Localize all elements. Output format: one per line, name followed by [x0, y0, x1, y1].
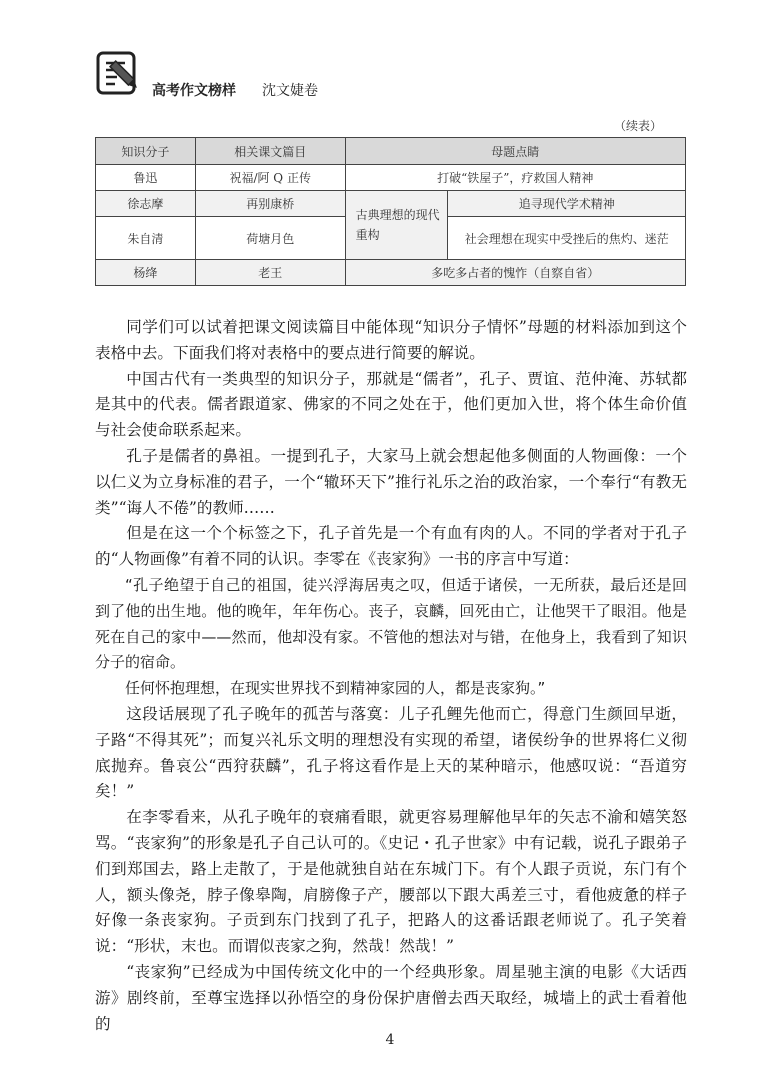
cell-texts: 祝福/阿 Q 正传 [195, 165, 345, 191]
article-body [95, 315, 687, 1037]
cell-person: 徐志摩 [96, 191, 196, 217]
table-row [96, 191, 686, 217]
paragraph: 孔子是儒者的鼻祖。一提到孔子，大家马上就会想起他多侧面的人物画像：一个以仁义为立身标准的君子，一个“辙环天下”推行礼乐之治的政治家，一个奉行“有教无类”“诲人不倦”的教师…… [95, 446, 687, 517]
table-row [96, 165, 686, 191]
cell-person: 鲁迅 [96, 165, 196, 191]
table-header-row [96, 138, 686, 165]
header-texts: 相关课文篇目 [195, 138, 345, 165]
group-label-line2: 重构 [355, 228, 380, 242]
cell-texts: 再别康桥 [195, 191, 345, 217]
paragraph: 中国古代有一类典型的知识分子，那就是“儒者”，孔子、贾谊、范仲淹、苏轼都是其中的代表。儒者跟道家、佛家的不同之处在于，他们更加入世，将个体生命价值与社会使命联系起来。 [95, 369, 687, 440]
paragraph: 但是在这一个个标签之下，孔子首先是一个有血有肉的人。不同的学者对于孔子的“人物画像”有着不同的认识。李零在《丧家狗》一书的序言中写道： [95, 524, 687, 569]
cell-theme-group [345, 191, 448, 260]
book-title: 高考作文榜样 [152, 83, 236, 99]
paragraph: 在李零看来，从孔子晚年的衰痛看眼，就更容易理解他早年的矢志不渝和嬉笑怒骂。“丧家狗”的形象是孔子自己认可的。《史记・孔子世家》中有记载，说孔子跟弟子们到郑国去，路上走散了，于是他就独自站在东城门下。有个人跟子贡说，东门有个人，额头像尧，脖子像皋陶，肩膀像子产，腰部以下跟大禹差三寸，看他疲惫的样子好像一条丧家狗。子贡到东门找到了孔子，把路人的这番话跟老师说了。孔子笑着说：“形状，末也。而谓似丧家之狗，然哉！然哉！” [95, 808, 687, 956]
header-theme: 母题点睛 [345, 138, 685, 165]
table-continued-note: （续表） [613, 119, 662, 133]
header-person: 知识分子 [96, 138, 196, 165]
quote-paragraph: 任何怀抱理想，在现实世界找不到精神家园的人，都是丧家狗。” [125, 679, 546, 698]
cell-theme: 打破“铁屋子”，疗救国人精神 [345, 165, 685, 191]
cell-person: 朱自清 [96, 217, 196, 260]
page-number: 4 [385, 1032, 395, 1048]
group-label-line1: 古典理想的现代 [355, 208, 440, 222]
cell-person: 杨绛 [96, 260, 196, 286]
paragraph: 这段话展现了孔子晚年的孤苦与落寞：儿子孔鲤先他而亡，得意门生颜回早逝，子路“不得其死”；而复兴礼乐文明的理想没有实现的希望，诸侯纷争的世界将仁义彻底抛弃。鲁哀公“西狩获麟”，孔子将这看作是上天的某种暗示，他感叹说：“吾道穷矣！” [95, 704, 687, 801]
author-name: 沈文婕卷 [262, 83, 318, 99]
paragraph: 同学们可以试着把课文阅读篇目中能体现“知识分子情怀”母题的材料添加到这个表格中去。下面我们将对表格中的要点进行简要的解说。 [95, 318, 687, 362]
cell-texts: 荷塘月色 [195, 217, 345, 260]
table-row [96, 260, 686, 286]
quote-paragraph: “孔子绝望于自己的祖国，徒兴浮海居夷之叹，但适于诸侯，一无所获，最后还是回到了他的出生地。他的晚年，年年伤心。丧子，哀麟，回死由亡，让他哭干了眼泪。他是死在自己的家中——然而，他却没有家。不管他的想法对与错，在他身上，我看到了知识分子的宿命。 [95, 575, 687, 672]
paragraph: “丧家狗”已经成为中国传统文化中的一个经典形象。周星驰主演的电影《大话西游》剧终前，至尊宝选择以孙悟空的身份保护唐僧去西天取经，城墙上的武士看着他的 [95, 962, 687, 1033]
cell-theme: 追寻现代学术精神 [448, 191, 686, 217]
knowledge-table [95, 137, 686, 286]
cell-theme: 多吃多占者的愧怍（自察自省） [345, 260, 685, 286]
cell-texts: 老王 [195, 260, 345, 286]
cell-theme: 社会理想在现实中受挫后的焦灼、迷茫 [448, 217, 686, 260]
notebook-pencil-icon [95, 50, 141, 96]
